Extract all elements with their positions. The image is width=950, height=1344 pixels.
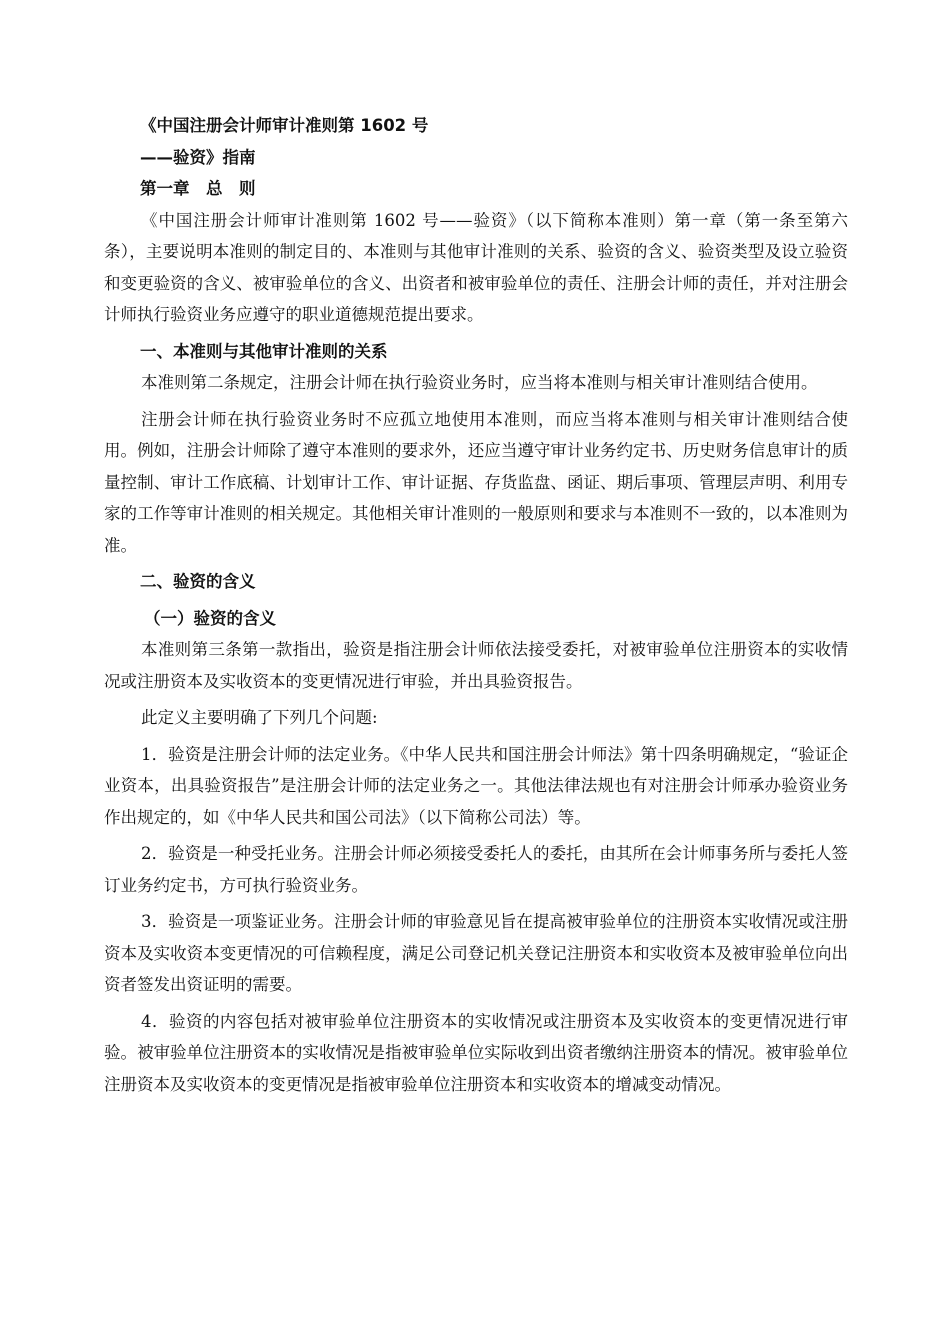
section1-paragraph-2: 注册会计师在执行验资业务时不应孤立地使用本准则，而应当将本准则与相关审计准则结合使用。例如，注册会计师除了遵守本准则的要求外，还应当遵守审计业务约定书、历史财务信息审计的质量控制、审计工作底稿、计划审计工作、审计证据、存货监盘、函证、期后事项、管理层声明、利用专家的工作等审计准则的相关规定。其他相关审计准则的一般原则和要求与本准则不一致的，以本准则为准。	[104, 409, 848, 555]
section1-heading: 一、本准则与其他审计准则的关系	[140, 341, 388, 361]
document-title-line1: 《中国注册会计师审计准则第 1602 号	[140, 116, 429, 135]
document-body	[104, 110, 848, 1100]
list-item-1: 1．验资是注册会计师的法定业务。《中华人民共和国注册会计师法》第十四条明确规定，“验证企业资本，出具验资报告”是注册会计师的法定业务之一。其他法律法规也有对注册会计师承办验资业务作出规定的，如《中华人民共和国公司法》（以下简称公司法）等。	[104, 744, 848, 827]
section2-heading: 二、验资的含义	[140, 572, 256, 591]
list-item-4: 4．验资的内容包括对被审验单位注册资本的实收情况或注册资本及实收资本的变更情况进行审验。被审验单位注册资本的实收情况是指被审验单位实际收到出资者缴纳注册资本的情况。被审验单位注册资本及实收资本的变更情况是指被审验单位注册资本和实收资本的增减变动情况。	[104, 1011, 848, 1094]
section2-paragraph-2: 此定义主要明确了下列几个问题:	[141, 708, 378, 727]
list-item-3: 3．验资是一项鉴证业务。注册会计师的审验意见旨在提高被审验单位的注册资本实收情况或注册资本及实收资本变更情况的可信赖程度，满足公司登记机关登记注册资本和实收资本及被审验单位向出资者签发出资证明的需要。	[104, 912, 848, 994]
section2-paragraph-1: 本准则第三条第一款指出，验资是指注册会计师依法接受委托，对被审验单位注册资本的实收情况或注册资本及实收资本的变更情况进行审验，并出具验资报告。	[104, 640, 848, 691]
intro-paragraph: 《中国注册会计师审计准则第 1602 号——验资》（以下简称本准则）第一章（第一条至第六条），主要说明本准则的制定目的、本准则与其他审计准则的关系、验资的含义、验资类型及设立验资和变更验资的含义、被审验单位的含义、出资者和被审验单位的责任、注册会计师的责任，并对注册会计师执行验资业务应遵守的职业道德规范提出要求。	[104, 210, 848, 324]
section2-subheading-1: （一）验资的含义	[144, 608, 276, 628]
chapter-heading: 第一章 总 则	[140, 179, 256, 198]
document-title-line2: ——验资》指南	[140, 147, 256, 167]
section1-paragraph-1: 本准则第二条规定，注册会计师在执行验资业务时，应当将本准则与相关审计准则结合使用。	[141, 373, 818, 392]
list-item-2: 2．验资是一种受托业务。注册会计师必须接受委托人的委托，由其所在会计师事务所与委托人签订业务约定书，方可执行验资业务。	[104, 844, 848, 895]
